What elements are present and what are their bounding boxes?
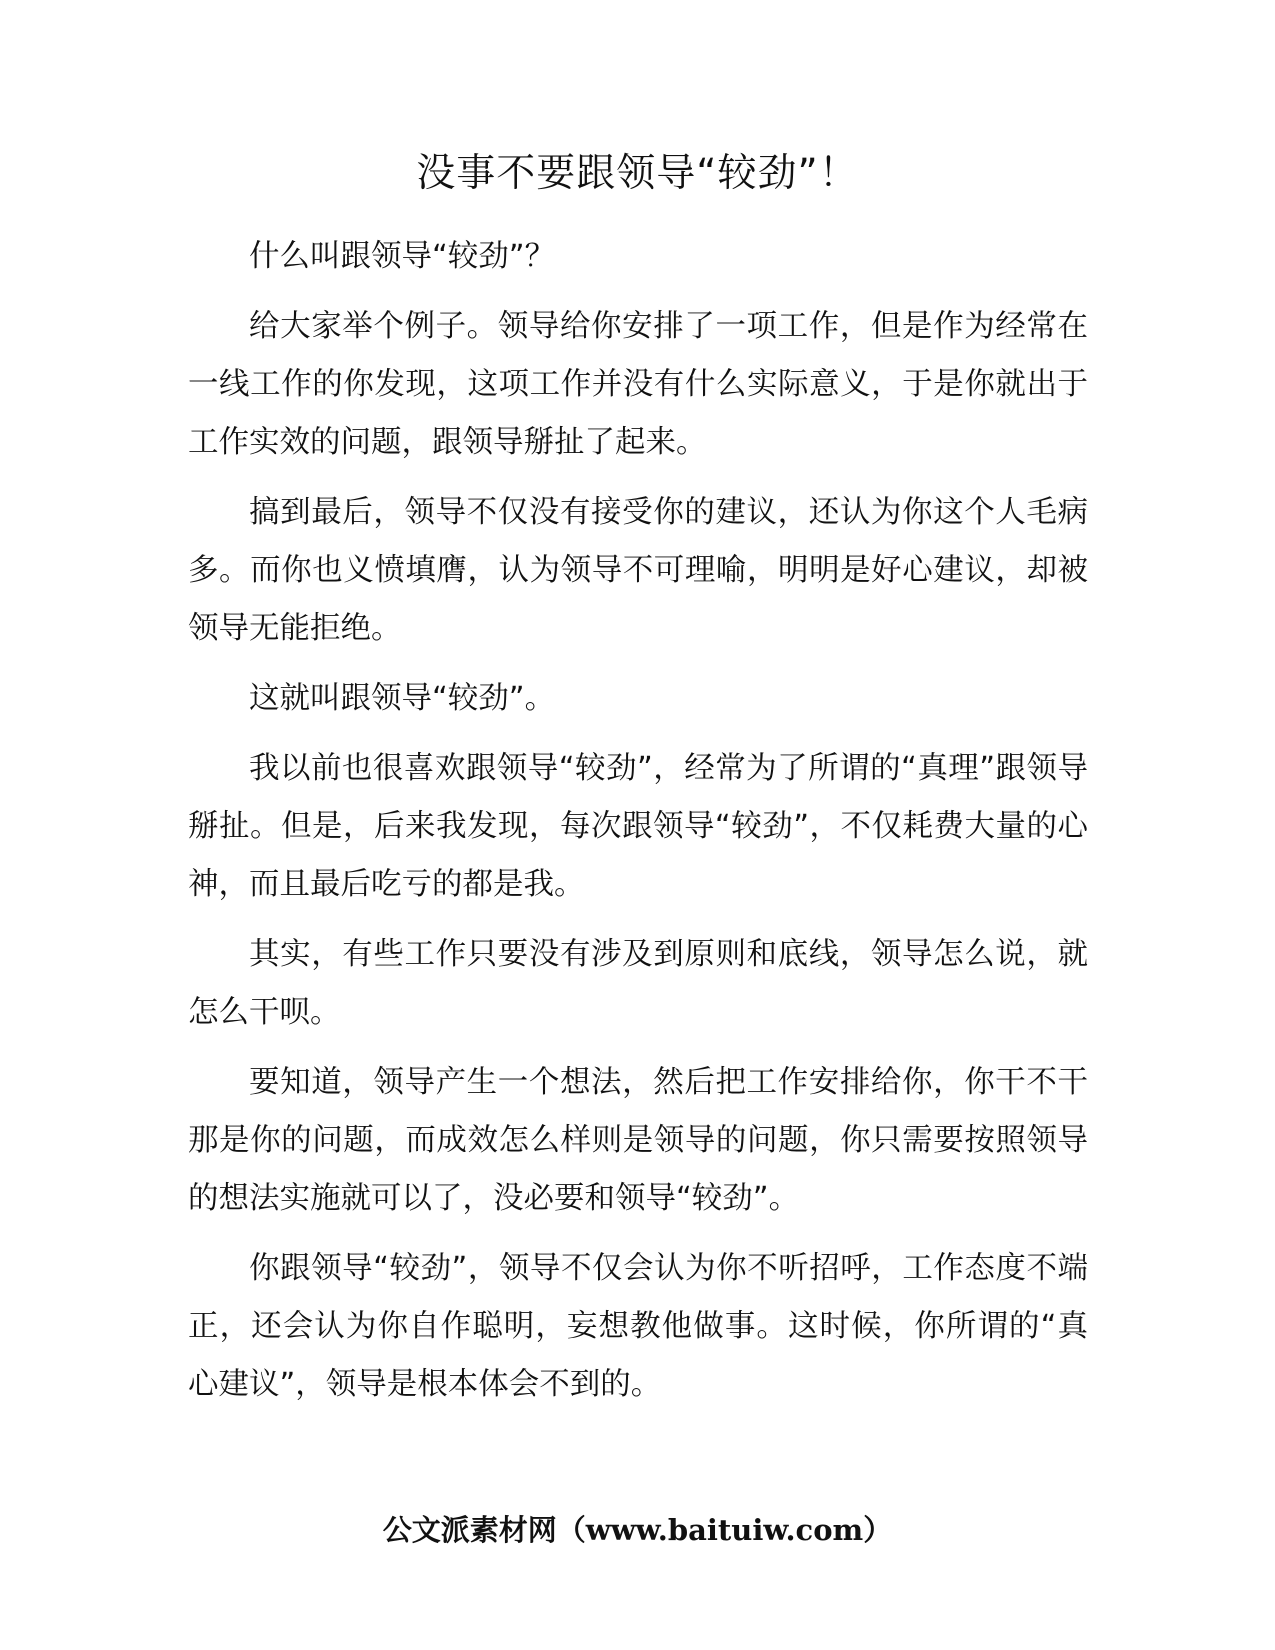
paragraph: 你跟领导“较劲”，领导不仅会认为你不听招呼，工作态度不端正，还会认为你自作聪明，妄想教他做事。这时候，你所谓的“真心建议”，领导是根本体会不到的。 (188, 1251, 1088, 1402)
paragraph: 其实，有些工作只要没有涉及到原则和底线，领导怎么说，就怎么干呗。 (188, 937, 1088, 1030)
document-title: 没事不要跟领导“较劲”！ (416, 151, 859, 196)
document-body (188, 228, 1088, 1426)
paragraph: 什么叫跟领导“较劲”？ (249, 239, 556, 274)
paragraph: 搞到最后，领导不仅没有接受你的建议，还认为你这个人毛病多。而你也义愤填膺，认为领导不可理喻，明明是好心建议，却被领导无能拒绝。 (188, 495, 1088, 646)
footer-watermark: 公文派素材网（www.baituiw.com） (382, 1513, 893, 1547)
paragraph: 给大家举个例子。领导给你安排了一项工作，但是作为经常在一线工作的你发现，这项工作并没有什么实际意义，于是你就出于工作实效的问题，跟领导掰扯了起来。 (188, 309, 1088, 460)
paragraph: 这就叫跟领导“较劲”。 (249, 681, 556, 716)
paragraph: 我以前也很喜欢跟领导“较劲”，经常为了所谓的“真理”跟领导掰扯。但是，后来我发现，每次跟领导“较劲”，不仅耗费大量的心神，而且最后吃亏的都是我。 (188, 751, 1088, 902)
paragraph: 要知道，领导产生一个想法，然后把工作安排给你，你干不干那是你的问题，而成效怎么样则是领导的问题，你只需要按照领导的想法实施就可以了，没必要和领导“较劲”。 (188, 1065, 1088, 1216)
